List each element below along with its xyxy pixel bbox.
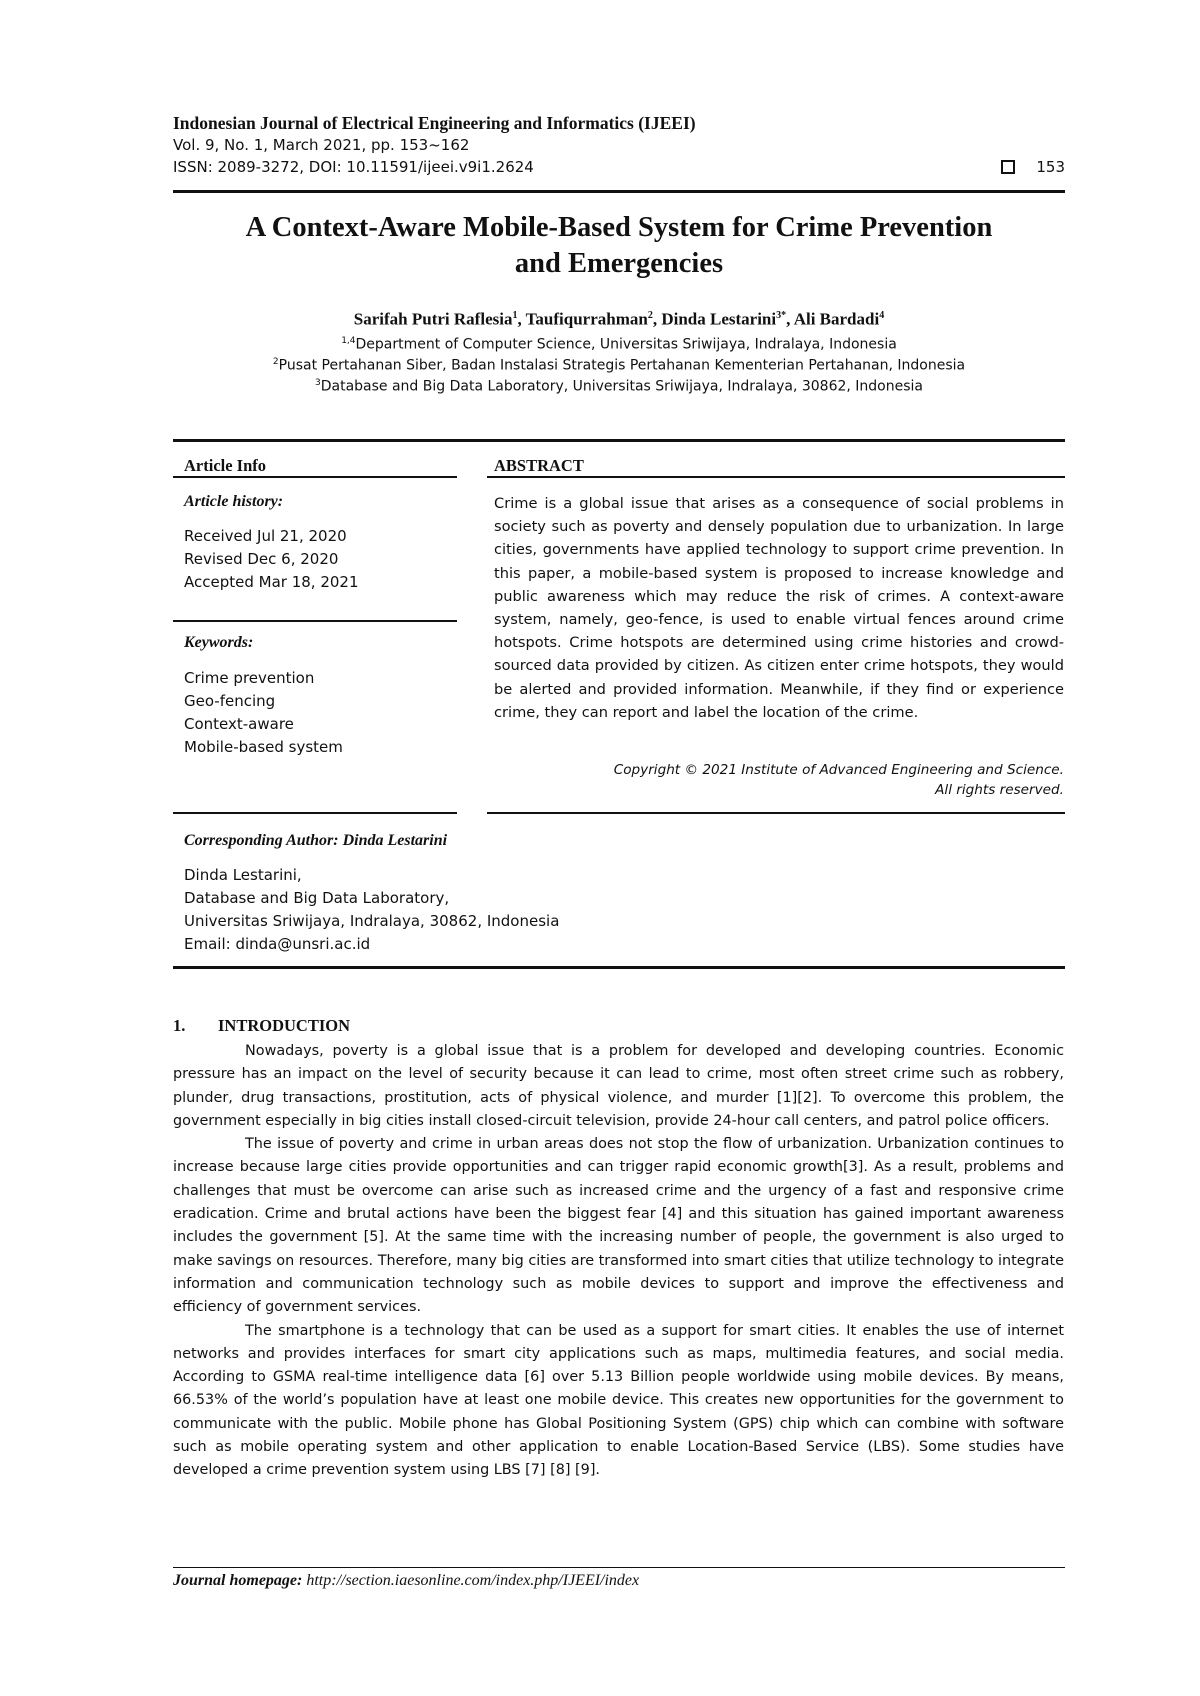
issn-row	[173, 156, 1065, 178]
paragraph: Nowadays, poverty is a global issue that is a problem for developed and developing countries. Economic pressure has an impact on the level of security because it can lead to crime, most often street crime such as robbery, plunder, drug transactions, prostitution, acts of physical violence, and murder [1][2]. To overcome this problem, the government especially in big cities install closed-circuit television, provide 24-hour call centers, and patrol police officers.	[173, 1043, 1064, 1129]
affiliation	[173, 373, 1065, 397]
corresponding-line: Universitas Sriwijaya, Indralaya, 30862, Indonesia	[184, 912, 560, 930]
affiliation-text: Department of Computer Science, Universitas Sriwijaya, Indralaya, Indonesia	[355, 336, 897, 353]
author-name: Dinda Lestarini	[661, 309, 777, 329]
affiliation-sup: 1,4	[341, 336, 356, 346]
author-sup: 3*	[776, 310, 787, 321]
history-revised: Revised Dec 6, 2020	[184, 550, 339, 568]
author-name: Ali Bardadi	[793, 309, 880, 329]
keyword: Crime prevention	[184, 669, 315, 687]
author-sep: ,	[517, 309, 526, 329]
corresponding-line: Dinda Lestarini,	[184, 866, 302, 884]
journal-homepage-link[interactable]: http://section.iaesonline.com/index.php/IJEEI/index	[306, 1572, 640, 1589]
volume-info: Vol. 9, No. 1, March 2021, pp. 153~162	[173, 136, 470, 154]
keywords-heading: Keywords:	[184, 634, 254, 651]
affiliation-sup: 3	[314, 378, 321, 388]
affiliation-text: Pusat Pertahanan Siber, Badan Instalasi Strategis Pertahanan Kementerian Pertahanan, Indonesia	[278, 357, 966, 374]
abstract-text: Crime is a global issue that arises as a consequence of social problems in society such as poverty and densely population due to urbanization. In large cities, governments have applied technology to support crime prevention. In this paper, a mobile-based system is proposed to increase knowledge and public awareness which may reduce the risk of crimes. A context-aware system, namely, geo-fence, is used to enable virtual fences around crime hotspots. Crime hotspots are determined using crime histories and crowd-sourced data provided by citizen. As citizen enter crime hotspots, they would be alerted and provided information. Meanwhile, if they find or experience crime, they can report and label the location of the crime.	[494, 495, 1064, 721]
author-sup: 2	[647, 310, 653, 321]
info-top-rule	[173, 439, 1065, 442]
square-icon	[1001, 160, 1015, 174]
corresponding-author-heading: Corresponding Author: Dinda Lestarini	[184, 832, 448, 849]
introduction-body	[173, 1040, 1064, 1483]
history-keywords-divider	[173, 620, 457, 622]
section-number: 1.	[173, 1016, 186, 1035]
header-rule	[173, 190, 1065, 193]
corresponding-line: Database and Big Data Laboratory,	[184, 889, 450, 907]
introduction-heading	[173, 1016, 350, 1036]
footer-rule	[173, 1567, 1065, 1568]
copyright-notice	[494, 760, 1064, 800]
copyright-line-2: All rights reserved.	[935, 782, 1064, 798]
author-sep: ,	[652, 309, 662, 329]
abstract-heading: ABSTRACT	[494, 456, 584, 475]
keyword: Context-aware	[184, 715, 294, 733]
corresponding-author-details	[184, 864, 559, 956]
author-list	[173, 305, 1065, 331]
corresponding-email: Email: dinda@unsri.ac.id	[184, 935, 371, 953]
abstract-rule	[487, 476, 1065, 478]
paragraph: The issue of poverty and crime in urban areas does not stop the flow of urbanization. Urbanization continues to increase because large cities provide opportunities and can trigger rapid economic growth[3]. As a result, problems and challenges that must be overcome can arise such as increased crime and the urgency of a fast and responsive crime eradication. Crime and brutal actions have been the biggest fear [4] and this situation has gained important awareness includes the government [5]. At the same time with the increasing number of people, the government is also urged to make savings on resources. Therefore, many big cities are transformed into smart cities that utilize technology to integrate information and communication technology such as mobile devices to support and improve the effectiveness and efficiency of government services.	[173, 1136, 1064, 1316]
author-sep: ,	[786, 309, 794, 329]
affiliation-text: Database and Big Data Laboratory, Universitas Sriwijaya, Indralaya, 30862, Indonesia	[320, 378, 923, 395]
article-info-rule	[173, 476, 457, 478]
title-line-2: and Emergencies	[514, 248, 724, 279]
paragraph: The smartphone is a technology that can be used as a support for smart cities. It enables the use of internet networks and provides interfaces for smart city applications such as maps, multimedia features, and social media. According to GSMA real-time intelligence data [6] over 5.13 Billion people worldwide using mobile devices. By means, 66.53% of the world’s population have at least one mobile device. This creates new opportunities for the government to communicate with the public. Mobile phone has Global Positioning System (GPS) chip which can combine with software such as mobile operating system and other application to enable Location-Based Service (LBS). Some studies have developed a crime prevention system using LBS [7] [8] [9].	[173, 1322, 1064, 1479]
affiliation-sup: 2	[272, 357, 279, 367]
paper-title	[173, 210, 1065, 282]
keyword: Mobile-based system	[184, 738, 343, 756]
author-sup: 1	[512, 310, 518, 321]
history-list	[184, 525, 359, 594]
copyright-line-1: Copyright © 2021 Institute of Advanced Engineering and Science.	[613, 762, 1064, 778]
history-received: Received Jul 21, 2020	[184, 527, 347, 545]
footer: Journal homepage: http://section.iaesonline.com/index.php/IJEEI/index	[173, 1572, 640, 1589]
author-sup: 4	[879, 310, 885, 321]
article-info-heading: Article Info	[184, 456, 267, 475]
page-number: 153	[1036, 158, 1065, 176]
abstract-bottom-rule	[487, 812, 1065, 814]
history-accepted: Accepted Mar 18, 2021	[184, 573, 359, 591]
info-bottom-rule	[173, 966, 1065, 969]
running-header	[173, 112, 1065, 178]
history-heading: Article history:	[184, 493, 284, 510]
author-name: Taufiqurrahman	[525, 309, 648, 329]
title-line-1: A Context-Aware Mobile-Based System for Crime Prevention	[245, 212, 993, 243]
journal-title: Indonesian Journal of Electrical Engineering and Informatics (IJEEI)	[173, 113, 696, 133]
footer-label: Journal homepage	[173, 1572, 298, 1589]
section-title: INTRODUCTION	[218, 1016, 351, 1035]
author-name: Sarifah Putri Raflesia	[353, 309, 513, 329]
article-info-bottom-rule	[173, 812, 457, 814]
issn-doi: ISSN: 2089-3272, DOI: 10.11591/ijeei.v9i1.2624	[173, 158, 534, 176]
keyword: Geo-fencing	[184, 692, 276, 710]
keywords-list	[184, 667, 343, 759]
